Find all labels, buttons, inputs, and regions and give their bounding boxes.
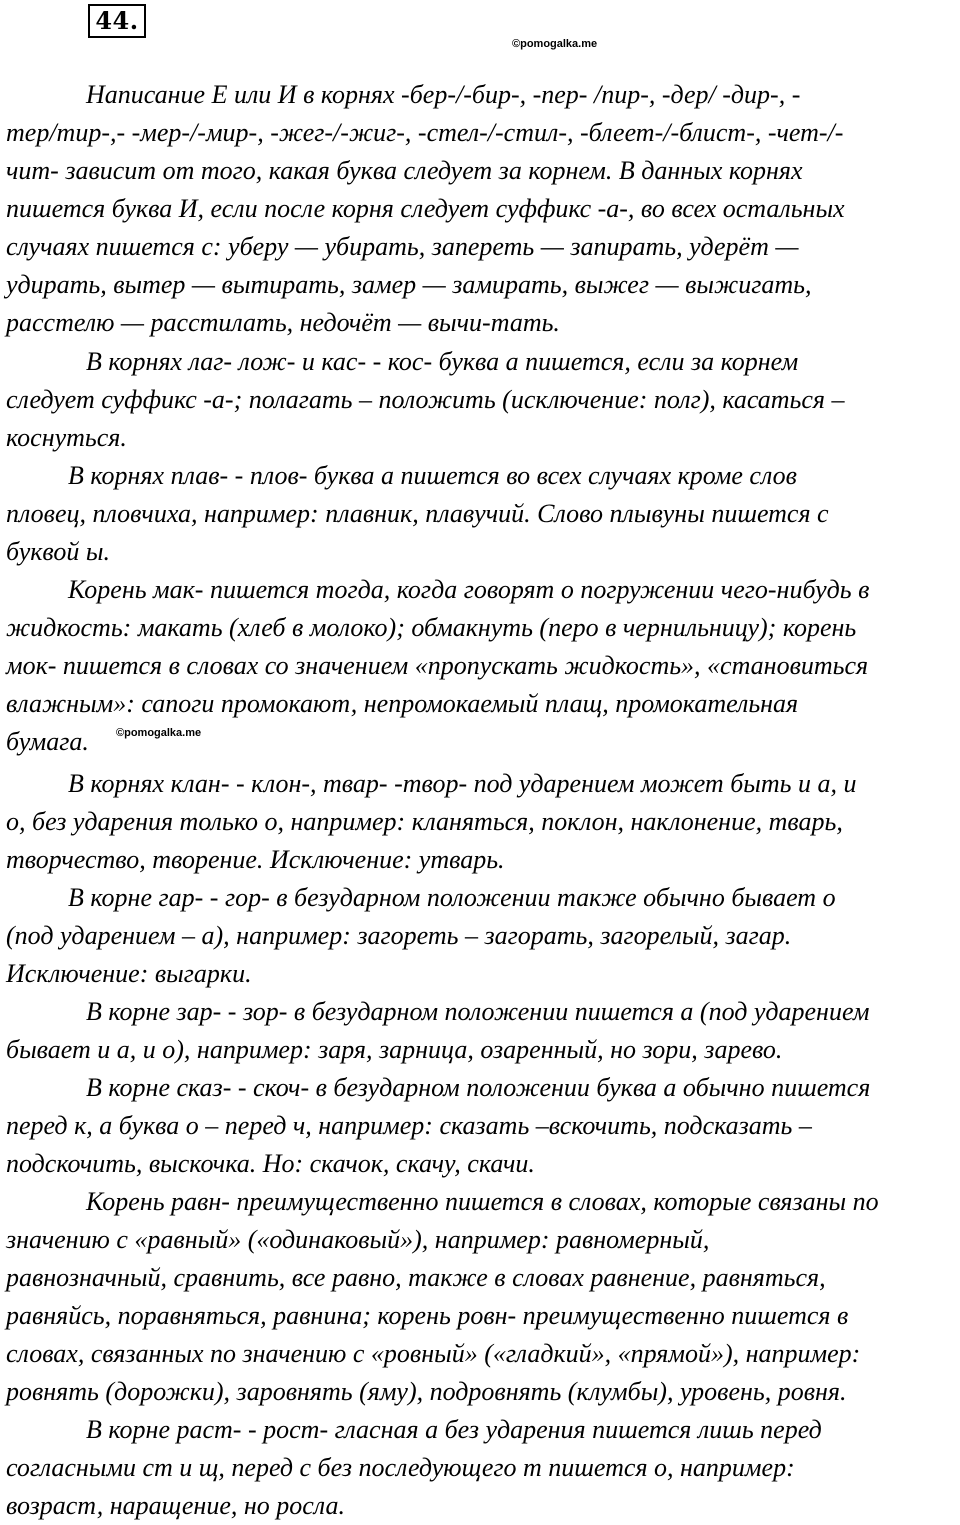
text-line: В корнях плав- - плов- буква а пишется во всех случаях кроме слов	[68, 461, 797, 490]
text-line: буквой ы.	[6, 537, 110, 566]
paragraph-3	[6, 457, 958, 571]
text-line: (под ударением – а), например: загореть – загорать, загорелый, загар.	[6, 921, 792, 950]
watermark-top: ©pomogalka.me	[512, 38, 598, 50]
text-line: значению с «равный» («одинаковый»), например: равномерный,	[6, 1225, 710, 1254]
paragraph-5	[6, 765, 958, 879]
paragraph-9	[6, 1183, 958, 1411]
text-line: чит- зависит от того, какая буква следует за корнем. В данных корнях	[6, 156, 803, 185]
paragraph-6	[6, 879, 958, 993]
text-line: подскочить, выскочка. Но: скачок, скачу, скачи.	[6, 1149, 535, 1178]
text-line: Корень мак- пишется тогда, когда говорят о погружении чего-нибудь в	[68, 575, 870, 604]
task-number-badge: 44.	[88, 4, 146, 38]
text-line: согласными ст и щ, перед с без последующего т пишется о, например:	[6, 1453, 795, 1482]
text-line: коснуться.	[6, 423, 127, 452]
paragraph-10	[6, 1411, 958, 1525]
text-line: тер/тир-,- -мер-/-мир-, -жег-/-жиг-, -стел-/-стил-, -блеет-/-блист-, -чет-/-	[6, 118, 844, 147]
text-line: ровнять (дорожки), заровнять (яму), подровнять (клумбы), уровень, ровня.	[6, 1377, 847, 1406]
paragraph-8	[6, 1069, 958, 1183]
text-line: равняйсь, поравняться, равнина; корень ровн- преимущественно пишется в	[6, 1301, 849, 1330]
paragraph-1	[6, 76, 958, 342]
text-line: В корне гар- - гор- в безударном положении также обычно бывает о	[68, 883, 836, 912]
text-line: перед к, а буква о – перед ч, например: сказать –вскочить, подсказать –	[6, 1111, 812, 1140]
text-line: следует суффикс -а-; полагать – положить (исключение: полг), касаться –	[6, 385, 845, 414]
text-line: творчество, творение. Исключение: утварь.	[6, 845, 505, 874]
text-line: влажным»: сапоги промокают, непромокаемый плащ, промокательная	[6, 689, 799, 718]
text-line: бумага.	[6, 727, 89, 756]
text-line: Корень равн- преимущественно пишется в словах, которые связаны по	[86, 1187, 879, 1216]
text-line: удирать, вытер — вытирать, замер — замирать, выжег — выжигать,	[6, 270, 812, 299]
text-line: о, без ударения только о, например: кланяться, поклон, наклонение, тварь,	[6, 807, 843, 836]
text-line: случаях пишется с: уберу — убирать, запереть — запирать, удерёт —	[6, 232, 799, 261]
text-line: В корне раст- - рост- гласная а без ударения пишется лишь перед	[86, 1415, 822, 1444]
text-line: равнозначный, сравнить, все равно, также в словах равнение, равняться,	[6, 1263, 826, 1292]
text-line: В корнях клан- - клон-, твар- -твор- под ударением может быть и а, и	[68, 769, 857, 798]
paragraph-2	[6, 343, 958, 457]
text-line: Исключение: выгарки.	[6, 959, 252, 988]
text-line: возраст, наращение, но росла.	[6, 1491, 345, 1520]
text-line: В корнях лаг- лож- и кас- - кос- буква а пишется, если за корнем	[86, 347, 799, 376]
text-line: В корне сказ- - скоч- в безударном положении буква а обычно пишется	[86, 1073, 871, 1102]
text-line: мок- пишется в словах со значением «пропускать жидкость», «становиться	[6, 651, 869, 680]
text-line: расстелю — расстилать, недочёт — вычи-тать.	[6, 308, 560, 337]
text-line: пловец, пловчиха, например: плавник, плавучий. Слово плывуны пишется с	[6, 499, 829, 528]
text-line: В корне зар- - зор- в безударном положении пишется а (под ударением	[86, 997, 870, 1026]
text-line: Написание Е или И в корнях -бер-/-бир-, -пер- /пир-, -дер/ -дир-, -	[86, 80, 801, 109]
watermark-middle: ©pomogalka.me	[116, 727, 202, 739]
paragraph-7	[6, 993, 958, 1069]
text-line: пишется буква И, если после корня следует суффикс -а-, во всех остальных	[6, 194, 845, 223]
text-line: бывает и а, и о), например: заря, зарница, озаренный, но зори, зарево.	[6, 1035, 783, 1064]
text-line: жидкость: макать (хлеб в молоко); обмакнуть (перо в чернильницу); корень	[6, 613, 857, 642]
text-line: словах, связанных по значению с «ровный» («гладкий», «прямой»), например:	[6, 1339, 861, 1368]
